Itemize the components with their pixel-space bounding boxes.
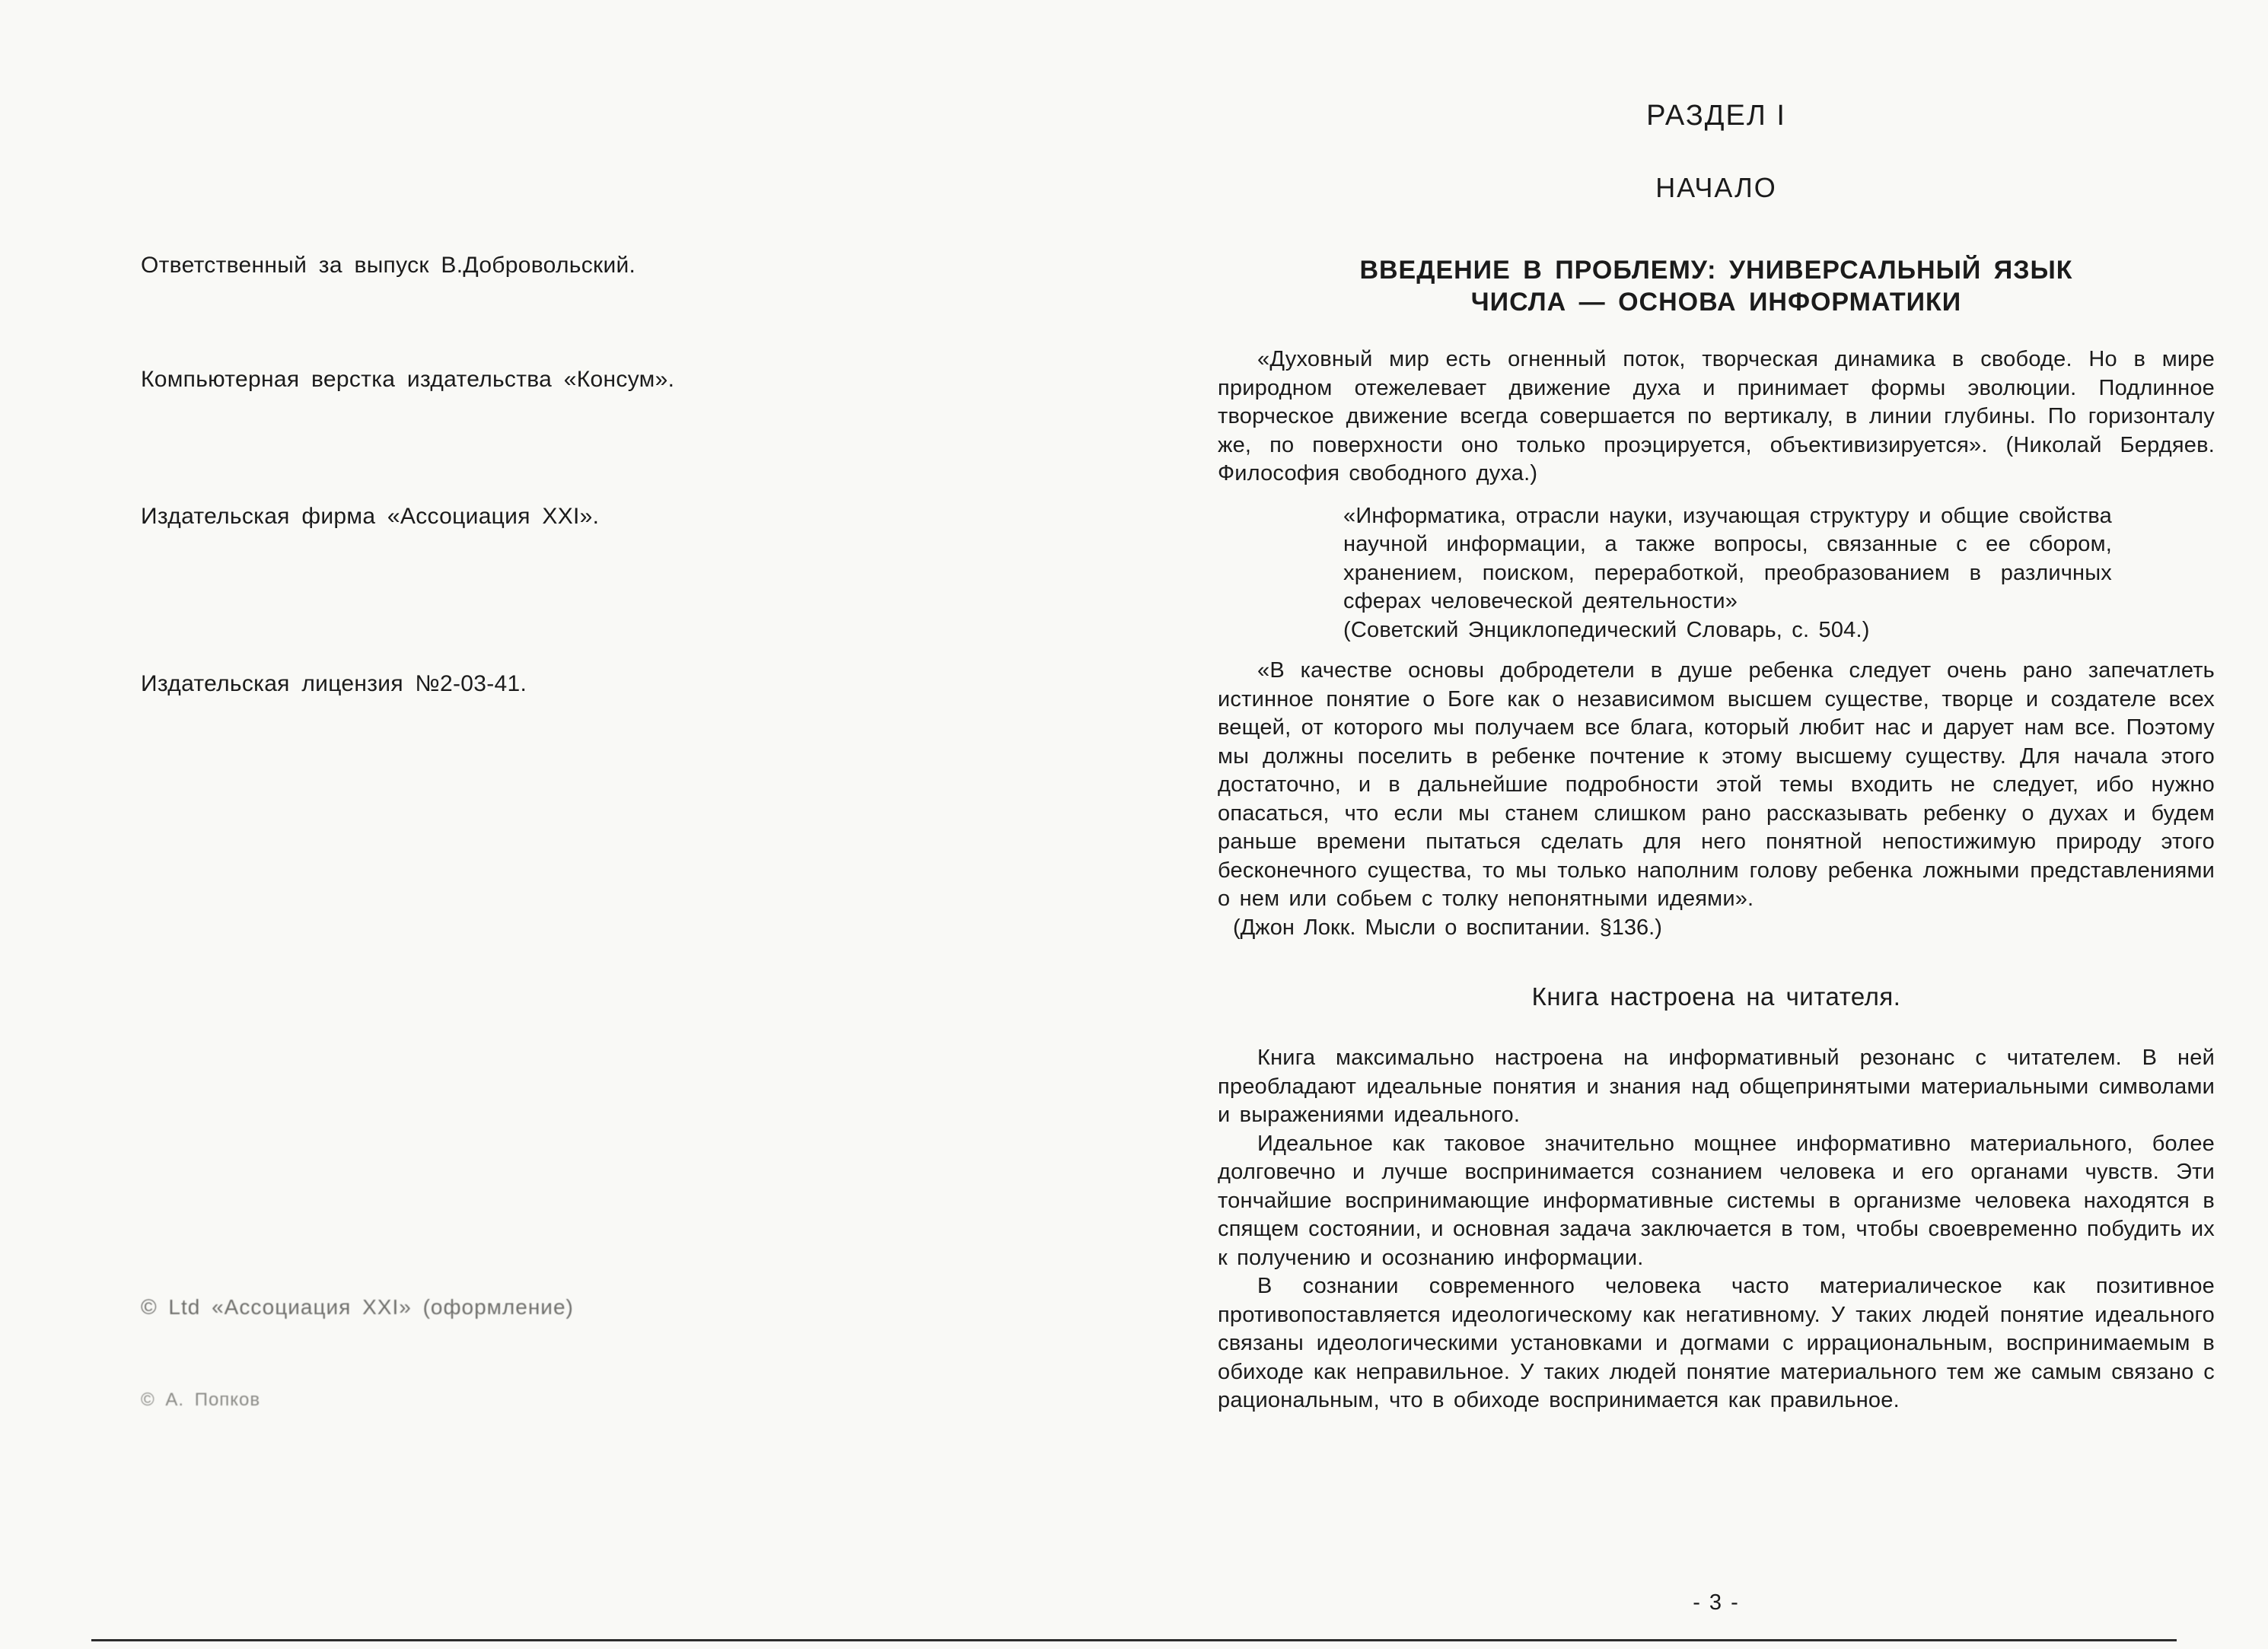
body-paragraph-2: Идеальное как таковое значительно мощнее информативно материального, более долговечно и лучше воспринимается сознанием человека и его органами чувств. Эти тончайшие воспринимающие информативные системы в организме человека находятся в спящем состоянии, и основная задача заключается в том, чтобы своевременно побудить их к получению и осознанию информации. [1218,1131,2215,1270]
blockquote-informatics: «Информатика, отрасли науки, изучающая структуру и общие свойства научной информации, а также вопросы, связанные с ее сбором, хранением, поиском, переработкой, преобразованием в различных сферах человеческой деятельности» [1343,503,2112,613]
right-page [1218,0,2215,1649]
sub-heading-reader: Книга настроена на читателя. [1531,982,1901,1011]
copyright-line-author: © А. Попков [141,1390,261,1410]
left-page [141,0,978,1649]
epigraph-berdyaev: «Духовный мир есть огненный поток, творческая динамика в свободе. Но в мире природном отежелевает движение духа и принимает формы эволюции. Подлинное творческое движение всегда совершается по вертикалу, в линии глубины. По горизонталу же, по поверхности оно только проэцируется, объективизируется». (Николай Бердяев. Философия свободного духа.) [1218,347,2215,485]
body-paragraph-1: Книга максимально настроена на информативный резонанс с читателем. В ней преобладают идеальные понятия и знания над общепринятыми материальными символами и выражениями идеального. [1218,1046,2215,1127]
colophon-line-responsible: Ответственный за выпуск В.Добровольский. [141,253,636,278]
quote-locke: «В качестве основы добродетели в душе ребенка следует очень рано запечатлеть истинное понятие о Боге как о независимом высшем существе, творце и создателе всех вещей, от которого мы получаем все блага, который любит нас и дарует нам все. Поэтому мы должны поселить в ребенке почтение к этому высшему существу. Для начала этого достаточно, и в дальнейшие подробности этой темы входить не следует, ибо нужно опасаться, что если мы станем слишком рано рассказывать ребенку о духах и будем раньше времени пытаться сделать для него понятной непостижимую природу этого бесконечного существа, то мы только наполним голову ребенка ложными представлениями о нем или собьем с толку непонятными идеями». [1218,658,2215,911]
blockquote-attribution: (Советский Энциклопедический Словарь, с. 504.) [1343,617,1870,642]
chapter-title: НАЧАЛО [1655,172,1777,203]
section-title: РАЗДЕЛ I [1646,100,1786,132]
body-paragraph-3: В сознании современного человека часто материалическое как позитивное противопоставляется идеологическому как негативному. У таких людей понятие идеального связаны идеологическими установками и догмами с иррациональным, воспринимаемым в обиходе как неправильное. У таких людей понятие материального тем же самым связано с рациональным, что в обиходе воспринимается как правильное. [1218,1274,2215,1412]
intro-heading [1218,254,2215,318]
scan-edge-line [91,1639,2177,1641]
intro-heading-line1: ВВЕДЕНИЕ В ПРОБЛЕМУ: УНИВЕРСАЛЬНЫЙ ЯЗЫК [1359,256,2073,285]
intro-heading-line2: ЧИСЛА — ОСНОВА ИНФОРМАТИКИ [1470,288,1962,317]
page-number: - 3 - [1693,1590,1740,1615]
colophon-line-license: Издательская лицензия №2-03-41. [141,671,527,696]
copyright-line-design: © Ltd «Ассоциация XXI» (оформление) [141,1295,574,1319]
colophon-line-typesetting: Компьютерная верстка издательства «Консум». [141,367,675,392]
colophon-line-publisher: Издательская фирма «Ассоциация XXI». [141,504,600,529]
quote-locke-attribution: (Джон Локк. Мысли о воспитании. §136.) [1233,915,1662,940]
